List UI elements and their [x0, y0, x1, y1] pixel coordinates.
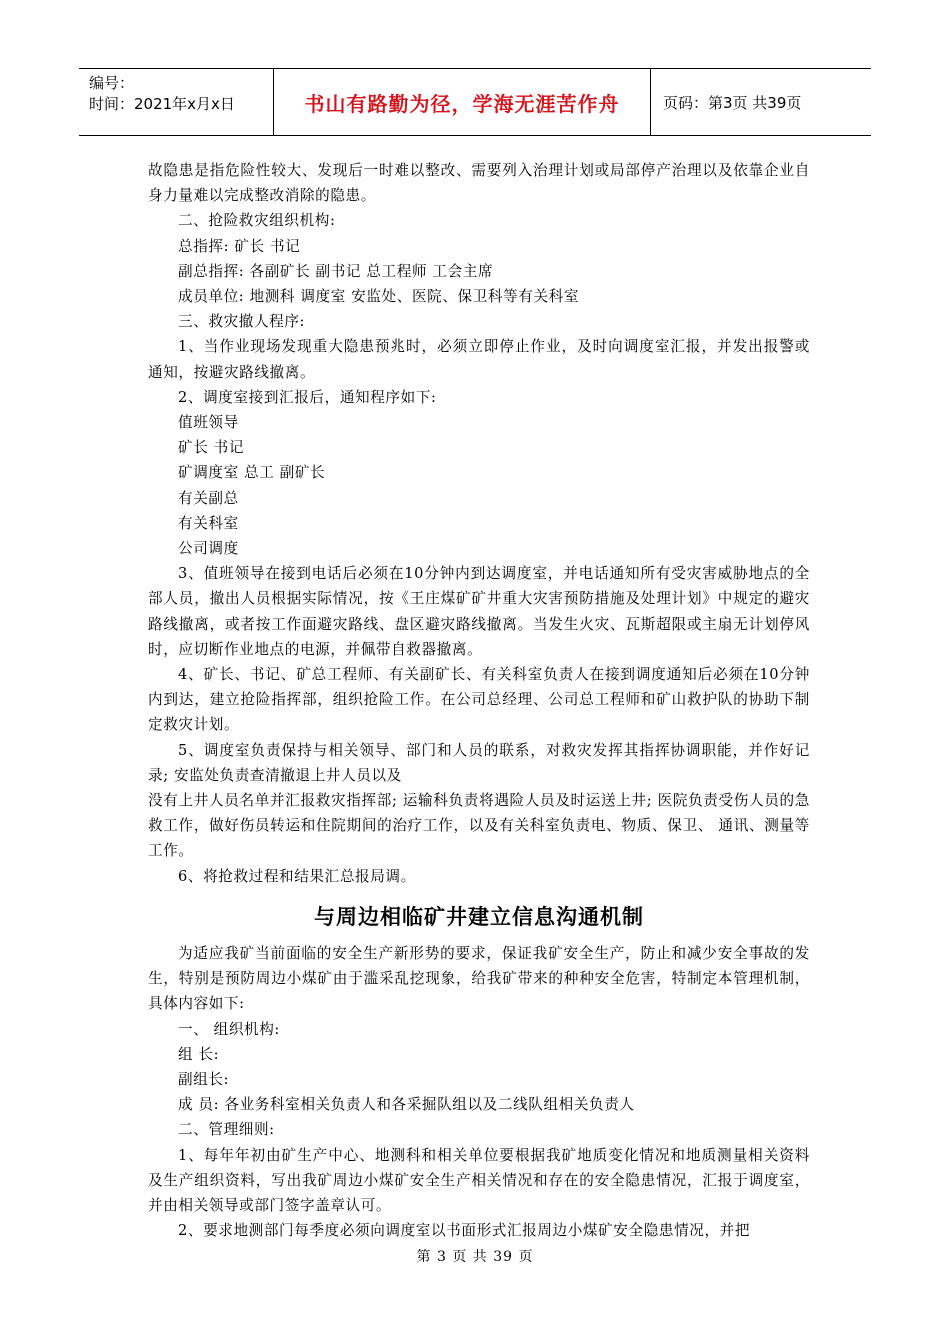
paragraph: 矿调度室 总工 副矿长 — [178, 464, 326, 482]
paragraph: 三、救灾撤人程序: — [178, 313, 306, 331]
paragraph: 二、抢险救灾组织机构: — [178, 212, 336, 230]
paragraph: 2、要求地测部门每季度必须向调度室以书面形式汇报周边小煤矿安全隐患情况，并把 — [178, 1222, 751, 1240]
paragraph: 二、管理细则: — [178, 1121, 275, 1139]
paragraph: 公司调度 — [178, 540, 239, 558]
paragraph: 总指挥: 矿长 书记 — [178, 237, 301, 255]
paragraph: 成 员: 各业务科室相关负责人和各采掘队组以及二线队组相关负责人 — [178, 1096, 635, 1114]
header-motto: 书山有路勤为径，学海无涯苦作舟 — [273, 69, 651, 135]
section-info-mechanism — [148, 941, 810, 1243]
paragraph: 组 长: — [178, 1045, 220, 1063]
paragraph: 值班领导 — [178, 414, 239, 432]
document-number-label: 编号： — [89, 74, 135, 92]
document-date-label: 时间：2021年x月x日 — [89, 95, 235, 113]
section-heading: 与周边相临矿井建立信息沟通机制 — [314, 904, 644, 929]
header-meta — [79, 69, 273, 135]
paragraph: 1、当作业现场发现重大隐患预兆时，必须立即停止作业，及时向调度室汇报，并发出报警或通知，按避灾路线撤离。 — [148, 338, 810, 381]
paragraph: 没有上井人员名单并汇报救灾指挥部; 运输科负责将遇险人员及时运送上井; 医院负责受伤人员的急救工作，做好伤员转运和住院期间的治疗工作，以及有关科室负责电、物质、保卫、 通讯、测量等工作。 — [148, 792, 810, 860]
page-footer: 第 3 页 共 39 页 — [416, 1249, 534, 1265]
page-header — [79, 68, 871, 136]
document-body — [148, 158, 810, 1243]
paragraph: 3、值班领导在接到电话后必须在10分钟内到达调度室，并电话通知所有受灾害威胁地点的全部人员，撤出人员根据实际情况，按《王庄煤矿矿井重大灾害预防措施及处理计划》中规定的避灾路线撤离，或者按工作面避灾路线、盘区避灾路线撤离。当发生火灾、瓦斯超限或主扇无计划停风时，应切断作业地点的电源，并佩带自救器撤离。 — [148, 565, 810, 658]
section-rescue-procedure — [148, 158, 810, 889]
paragraph: 副组长: — [178, 1070, 230, 1088]
paragraph: 为适应我矿当前面临的安全生产新形势的要求，保证我矿安全生产，防止和减少安全事故的发生，特别是预防周边小煤矿由于滥采乱挖现象，给我矿带来的种种安全危害，特制定本管理机制，具体内容如下: — [148, 944, 810, 1013]
paragraph: 1、每年年初由矿生产中心、地测科和相关单位要根据我矿地质变化情况和地质测量相关资料及生产组织资料，写出我矿周边小煤矿安全生产相关情况和存在的安全隐患情况，汇报于调度室，并由相关领导或部门签字盖章认可。 — [148, 1146, 810, 1214]
paragraph: 5、调度室负责保持与相关领导、部门和人员的联系，对救灾发挥其指挥协调职能，并作好记录; 安监处负责查清撤退上井人员以及 — [148, 741, 810, 784]
paragraph: 2、调度室接到汇报后，通知程序如下: — [178, 388, 437, 406]
paragraph: 副总指挥: 各副矿长 副书记 总工程师 工会主席 — [178, 262, 494, 280]
paragraph: 故隐患是指危险性较大、发现后一时难以整改、需要列入治理计划或局部停产治理以及依靠企业自身力量难以完成整改消除的隐患。 — [148, 162, 810, 205]
paragraph: 有关副总 — [178, 489, 239, 507]
paragraph: 一、 组织机构: — [178, 1020, 280, 1038]
paragraph: 4、矿长、书记、矿总工程师、有关副矿长、有关科室负责人在接到调度通知后必须在10分钟内到达，建立抢险指挥部，组织抢险工作。在公司总经理、公司总工程师和矿山救护队的协助下制定救灾计划。 — [148, 666, 810, 734]
paragraph: 成员单位: 地测科 调度室 安监处、医院、保卫科等有关科室 — [178, 288, 580, 306]
paragraph: 6、将抢救过程和结果汇总报局调。 — [178, 867, 416, 885]
paragraph: 矿长 书记 — [178, 439, 245, 457]
paragraph: 有关科室 — [178, 514, 239, 532]
header-page-info: 页码：第3页 共39页 — [663, 93, 802, 112]
